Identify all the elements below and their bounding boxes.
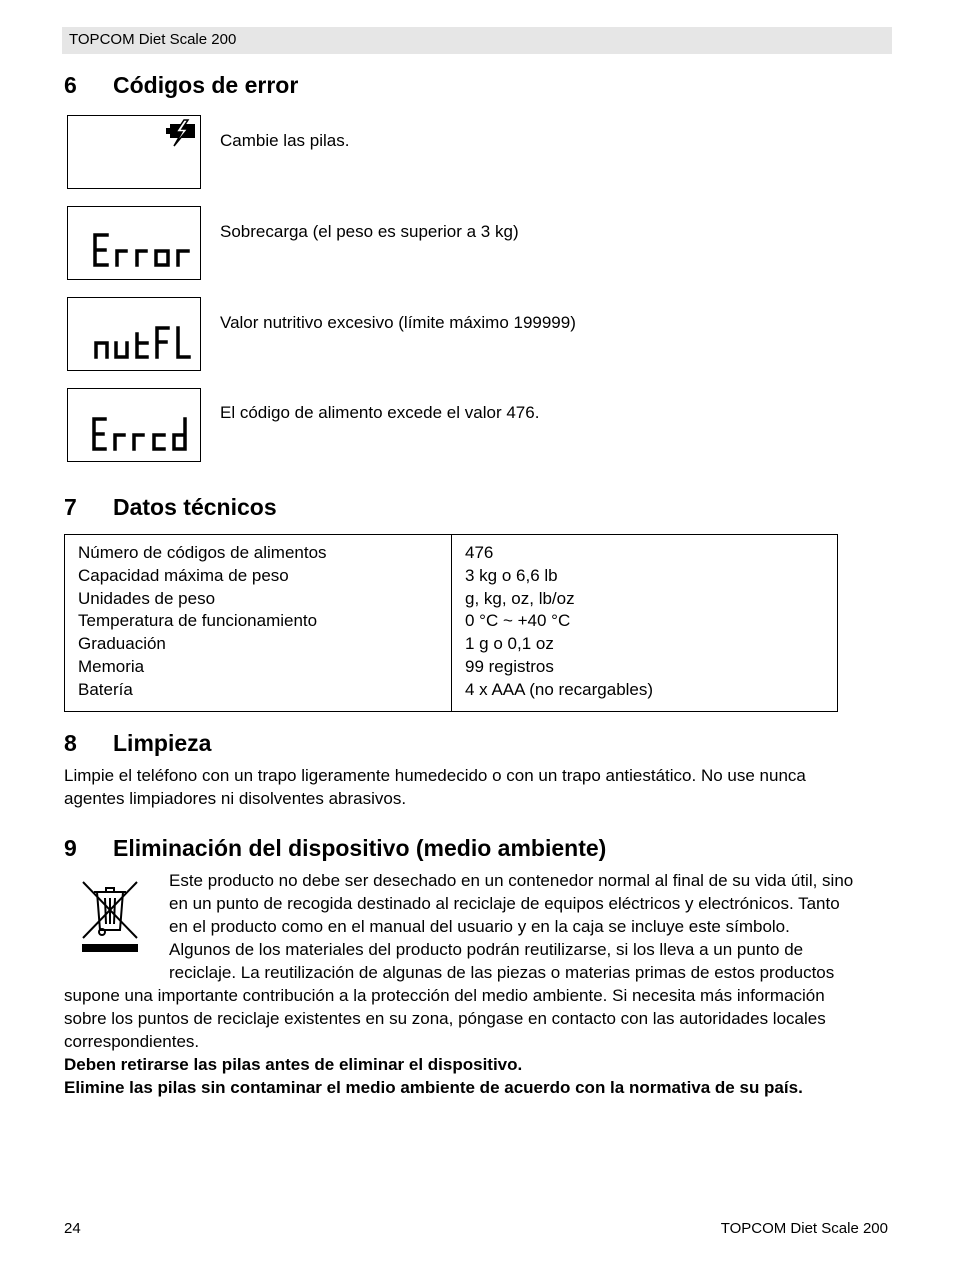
text-line: sobre los puntos de reciclaje existentes en su zona, póngase en contacto con las autoridades locales xyxy=(64,1009,826,1028)
text-line: agentes limpiadores ni disolventes abrasivos. xyxy=(64,789,407,808)
section-title: Eliminación del dispositivo (medio ambiente) xyxy=(113,835,607,861)
spec-value: 0 °C ~ +40 °C xyxy=(465,611,571,631)
spec-value: 476 xyxy=(465,543,494,562)
spec-values xyxy=(452,535,838,712)
section-title: Limpieza xyxy=(113,730,212,756)
section-heading-tech xyxy=(64,494,277,521)
spec-labels xyxy=(65,535,452,712)
header-title: TOPCOM Diet Scale 200 xyxy=(69,31,237,48)
error-description: Cambie las pilas. xyxy=(220,131,350,150)
lcd-errcd-readout xyxy=(68,389,202,463)
lcd-nutfl-display xyxy=(67,297,201,371)
lcd-error-display xyxy=(67,206,201,280)
spec-value: 99 registros xyxy=(465,656,554,676)
lcd-battery-display xyxy=(67,115,201,189)
text-line: Limpie el teléfono con un trapo ligeramente humedecido o con un trapo antiestático. No use nunca xyxy=(64,766,806,785)
page-header xyxy=(62,27,892,54)
spec-label: Batería xyxy=(78,679,133,699)
text-line: en un punto de recogida destinado al reciclaje de equipos eléctricos y electrónicos. Tanto xyxy=(169,894,840,913)
spec-value: 1 g o 0,1 oz xyxy=(465,634,554,654)
spec-label: Unidades de peso xyxy=(78,588,216,608)
section-number: 9 xyxy=(64,835,77,861)
spec-value: 4 x AAA (no recargables) xyxy=(465,679,654,699)
section-number: 6 xyxy=(64,72,77,98)
error-description: Valor nutritivo excesivo (límite máximo 199999) xyxy=(220,313,576,332)
spec-label: Temperatura de funcionamiento xyxy=(78,611,318,631)
disposal-paragraph-indented xyxy=(169,869,853,984)
tech-spec-table xyxy=(64,534,838,712)
spec-value: 3 kg o 6,6 lb xyxy=(465,565,558,585)
text-line: reciclaje. La reutilización de algunas de las piezas o materias primas de estos productos xyxy=(169,963,835,982)
text-line: supone una importante contribución a la protección del medio ambiente. Si necesita más información xyxy=(64,986,825,1005)
section-heading-disposal xyxy=(64,835,606,862)
spec-label: Graduación xyxy=(78,634,166,654)
battery-removal-warning: Deben retirarse las pilas antes de eliminar el dispositivo. xyxy=(64,1055,523,1074)
weee-crossed-bin-icon xyxy=(80,876,140,954)
error-description: El código de alimento excede el valor 476. xyxy=(220,403,540,422)
section-heading-errors xyxy=(64,72,298,99)
spec-label: Memoria xyxy=(78,656,145,676)
text-line: Algunos de los materiales del producto podrán reutilizarse, si los lleva a un punto de xyxy=(169,940,804,959)
disposal-paragraph-full xyxy=(64,984,826,1099)
spec-label: Capacidad máxima de peso xyxy=(78,565,289,585)
text-line: en el producto como en el manual del usuario y en la caja se incluye este símbolo. xyxy=(169,917,790,936)
battery-disposal-warning: Elimine las pilas sin contaminar el medio ambiente de acuerdo con la normativa de su país. xyxy=(64,1078,803,1097)
section-title: Datos técnicos xyxy=(113,494,277,520)
section-heading-cleaning xyxy=(64,730,211,757)
spec-value: g, kg, oz, lb/oz xyxy=(465,588,575,608)
battery-icon xyxy=(68,116,202,190)
page-number: 24 xyxy=(64,1220,81,1237)
section-number: 7 xyxy=(64,494,77,520)
section-title: Códigos de error xyxy=(113,72,299,98)
lcd-nutfl-readout xyxy=(68,298,202,372)
text-line: Este producto no debe ser desechado en un contenedor normal al final de su vida útil, sino xyxy=(169,871,854,890)
lcd-error-readout xyxy=(68,207,202,281)
error-description: Sobrecarga (el peso es superior a 3 kg) xyxy=(220,222,519,241)
footer-title: TOPCOM Diet Scale 200 xyxy=(720,1220,888,1237)
section-number: 8 xyxy=(64,730,77,756)
cleaning-paragraph xyxy=(64,764,806,810)
lcd-errcd-display xyxy=(67,388,201,462)
spec-label: Número de códigos de alimentos xyxy=(78,543,327,562)
text-line: correspondientes. xyxy=(64,1032,200,1051)
